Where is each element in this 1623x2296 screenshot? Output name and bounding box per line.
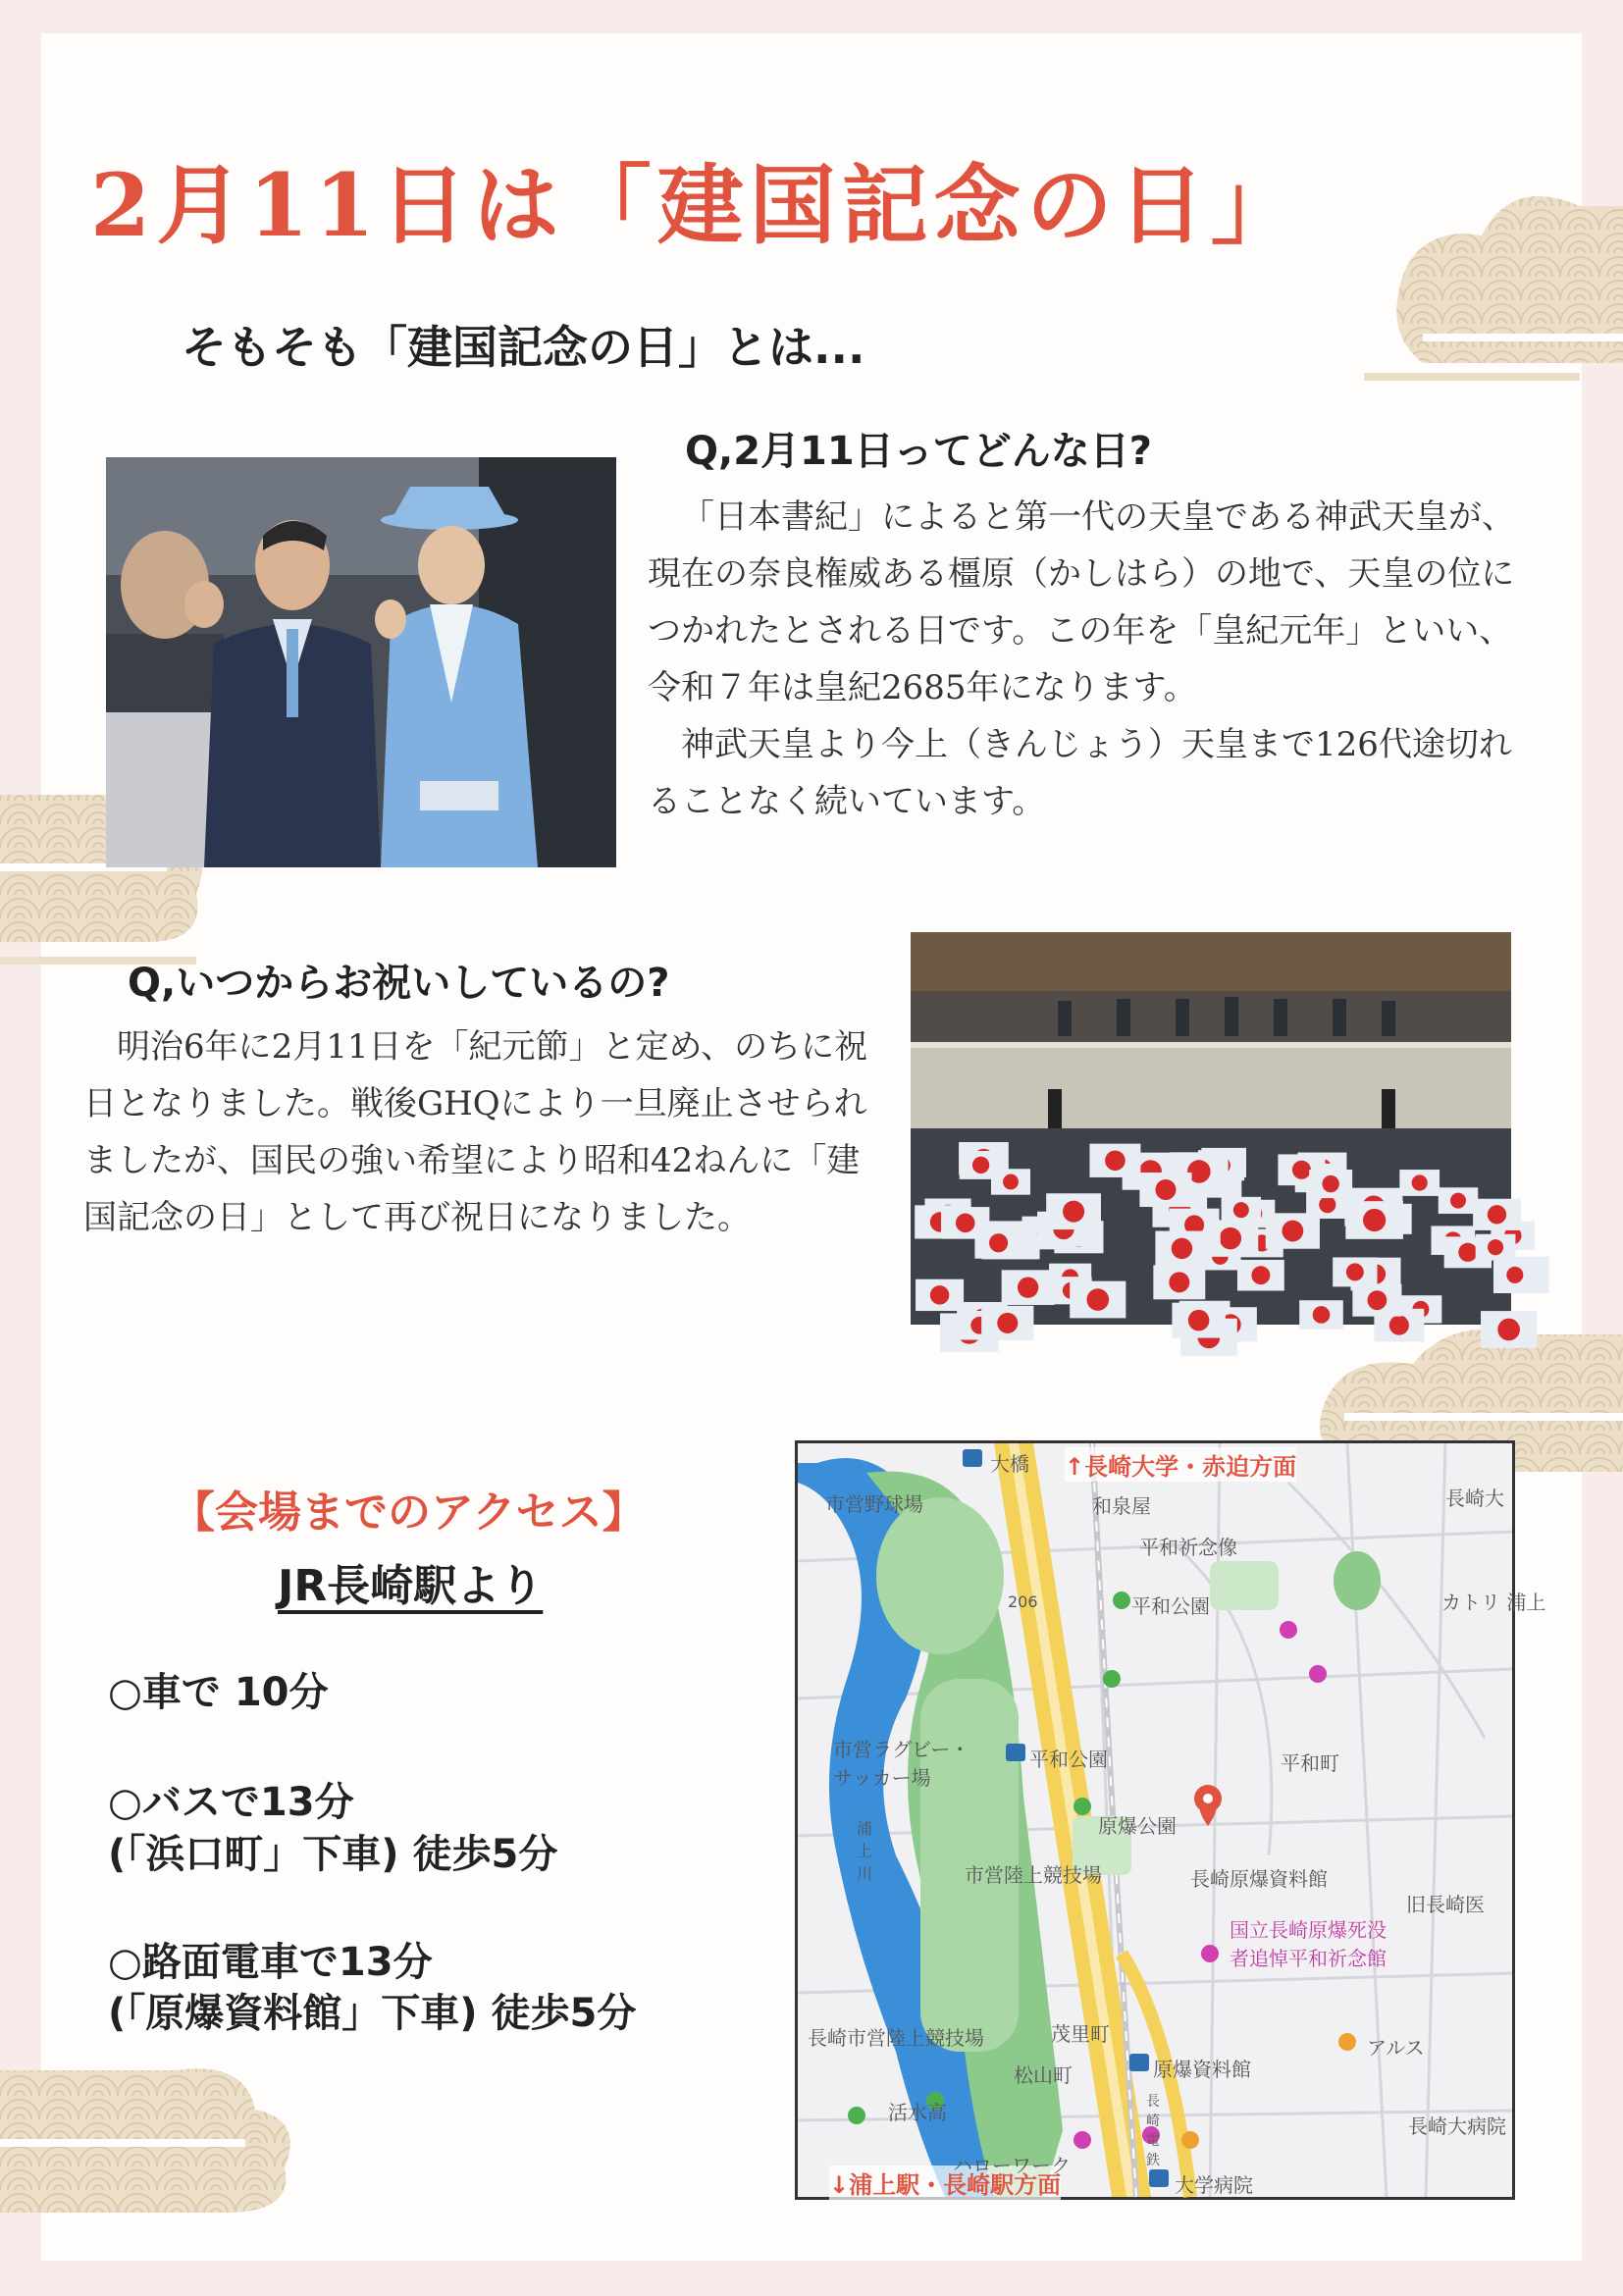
q2-paragraph: 明治6年に2月11日を「紀元節」と定め、のちに祝日となりました。戦後GHQにより一旦廃止させられましたが、国民の強い希望により昭和42ねんに「建国記念の日」として再び祝日になりました。 [83, 1027, 868, 1237]
access-tram-detail: (「原爆資料館」下車) 徒歩5分 [108, 1991, 637, 2036]
map-label-genbaku-koen: 原爆公園 [1098, 1814, 1177, 1838]
map-label-shiryokan-stop: 原爆資料館 [1153, 2058, 1251, 2081]
map-bottom-direction: ↓浦上駅・長崎駅方面 [829, 2166, 1061, 2200]
map-label-wakuya: 和泉屋 [1092, 1494, 1151, 1518]
access-title: 【会場までのアクセス】 [172, 1487, 646, 1538]
map-label-mogurimachi: 茂里町 [1051, 2022, 1110, 2046]
q2-heading: Q,いつからお祝いしているの? [128, 961, 670, 1006]
q1-paragraph-2: 神武天皇より今上（きんじょう）天皇まで126代途切れることなく続いています。 [648, 725, 1512, 821]
map-label-katsusui: 活水高 [888, 2101, 947, 2124]
map-label-rikujo: 市営陸上競技場 [965, 1863, 1102, 1887]
map-top-direction: ↑長崎大学・赤迫方面 [1065, 1447, 1296, 1482]
access-tram: ○路面電車で13分 [108, 1940, 433, 1985]
map-label-hellowork: ハローワーク [953, 2154, 1071, 2177]
access-subtitle: JR長崎駅より [278, 1561, 544, 1611]
section-subtitle: そもそも「建国記念の日」とは... [182, 321, 865, 374]
map-label-heiwamachi: 平和町 [1281, 1751, 1339, 1775]
map-label-matsuyama: 松山町 [1014, 2063, 1073, 2087]
map-label-alps: アルス [1367, 2036, 1425, 2060]
map-label-daigaku: 大学病院 [1175, 2173, 1253, 2197]
q1-paragraph-1: 「日本書紀」によると第一代の天皇である神武天皇が、現在の奈良権威ある橿原（かしはら）の地で、天皇の位につかれたとされる日です。この年を「皇紀元年」といい、令和７年は皇紀2685年になります。 [648, 497, 1515, 707]
map-label-urakami: 浦上川 [857, 1819, 873, 1883]
access-bus: ○バスで13分 [108, 1780, 354, 1825]
map-label-heiwa-koen-stop: 平和公園 [1029, 1748, 1108, 1771]
map-label-kyujo: 市営野球場 [825, 1492, 923, 1516]
palace-crowd-photo [911, 932, 1511, 1325]
map-label-heiwa-kinenzo: 平和祈念像 [1139, 1536, 1237, 1559]
map-label-shiryokan: 長崎原爆資料館 [1190, 1867, 1328, 1891]
map-label-kyu-nagasaki: 旧長崎医 [1406, 1893, 1485, 1916]
map-label-nagasaki-u: 長崎大 [1445, 1487, 1504, 1510]
q1-heading: Q,2月11日ってどんな日? [685, 429, 1152, 474]
access-car: ○車で 10分 [108, 1670, 329, 1715]
map-label-rugby: 市営ラグビー・サッカー場 [833, 1738, 970, 1790]
map-label-rikujo2: 長崎市営陸上競技場 [808, 2026, 984, 2050]
map-label-katorikku: カトリ 浦上 [1441, 1591, 1546, 1614]
imperial-couple-photo [106, 457, 616, 867]
access-map [795, 1440, 1546, 2200]
cloud-pattern-bottom-left [0, 2051, 314, 2227]
page-title: 2月11日は「建国記念の日」 [90, 154, 1303, 256]
q1-body [648, 489, 1536, 830]
q2-body [83, 1018, 878, 1246]
map-label-ohashi: 大橋 [990, 1452, 1029, 1476]
map-label-nagasaki-hospital: 長崎大病院 [1408, 2114, 1506, 2138]
map-label-route: 206 [1008, 1592, 1038, 1611]
cloud-pattern-top-right [1364, 137, 1623, 392]
map-label-dentetsu: 長崎電鉄 [1146, 2094, 1160, 2168]
access-bus-detail: (「浜口町」下車) 徒歩5分 [108, 1832, 558, 1877]
map-label-heiwa-koen: 平和公園 [1131, 1594, 1210, 1618]
map-label-tsuito: 国立長崎原爆死没者追悼平和祈念館 [1230, 1918, 1387, 1970]
